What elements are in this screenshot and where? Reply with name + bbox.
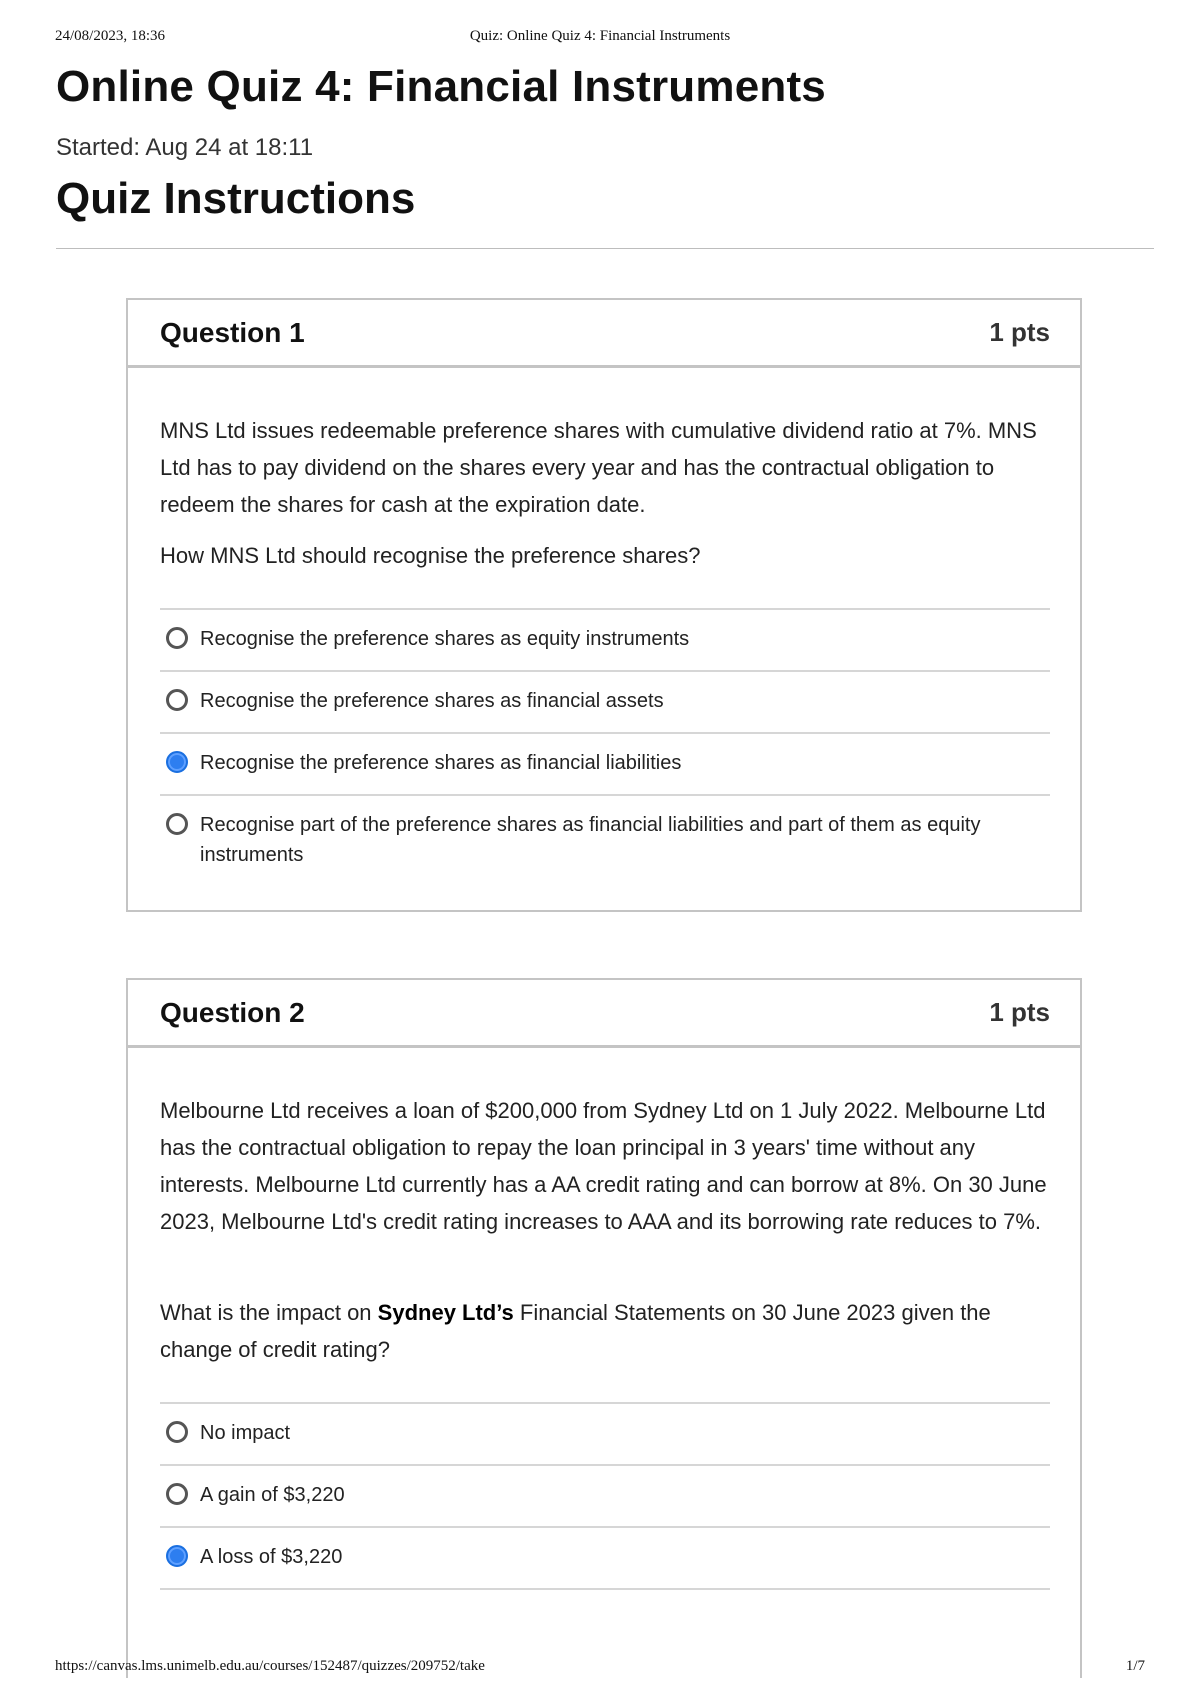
answer-option[interactable] [160, 1528, 1050, 1590]
question-1-panel [126, 298, 1082, 912]
answer-list [160, 1402, 1050, 1590]
question-2-panel [126, 978, 1082, 1678]
page-number: 1/7 [1125, 1658, 1145, 1674]
answer-label[interactable]: Recognise the preference shares as financial liabilities [200, 752, 682, 774]
question-body [128, 368, 1080, 926]
question-text: Melbourne Ltd receives a loan of $200,000 from Sydney Ltd on 1 July 2022. Melbourne Ltd has the contractual obligation to repay the loan principal in 3 years' time without any interests. Melbourne Ltd currently has a AA credit rating and can borrow at 8%. On 30 June 2023, Melbourne Ltd's credit rating increases to AAA and its borrowing rate reduces to 7%. [160, 1098, 1047, 1234]
prompt-emphasis: Sydney Ltd’s [377, 1300, 514, 1325]
answer-label[interactable]: A gain of $3,220 [200, 1484, 345, 1506]
question-body [128, 1048, 1080, 1630]
print-url: https://canvas.lms.unimelb.edu.au/courses/152487/quizzes/209752/take [55, 1658, 485, 1674]
answer-label[interactable]: Recognise part of the preference shares as financial liabilities and part of them as equity instruments [200, 814, 981, 866]
answer-list [160, 608, 1050, 886]
prompt-lead: What is the impact on [160, 1300, 372, 1325]
radio-button[interactable] [166, 689, 188, 711]
answer-option[interactable] [160, 734, 1050, 796]
page-title: Online Quiz 4: Financial Instruments [56, 62, 826, 111]
question-points: 1 pts [989, 317, 1050, 347]
question-header [128, 300, 1080, 368]
print-datetime: 24/08/2023, 18:36 [55, 28, 166, 44]
radio-button[interactable] [166, 1421, 188, 1443]
question-title: Question 1 [160, 316, 305, 348]
answer-option[interactable] [160, 1404, 1050, 1466]
radio-button[interactable] [166, 813, 188, 835]
question-text: MNS Ltd issues redeemable preference shares with cumulative dividend ratio at 7%. MNS Ltd has to pay dividend on the shares every year and has the contractual obligation to redeem the shares for cash at the expiration date. [160, 418, 1037, 517]
question-prompt: How MNS Ltd should recognise the preference shares? [160, 543, 701, 568]
print-document-title: Quiz: Online Quiz 4: Financial Instruments [469, 28, 731, 44]
prompt-tail: Financial Statements on 30 June 2023 given the change of credit rating? [160, 1300, 991, 1362]
answer-option[interactable] [160, 1466, 1050, 1528]
answer-label[interactable]: Recognise the preference shares as equity instruments [200, 628, 690, 650]
answer-option[interactable] [160, 796, 1050, 886]
answer-label[interactable]: A loss of $3,220 [200, 1546, 343, 1568]
radio-button[interactable] [166, 627, 188, 649]
question-header [128, 980, 1080, 1048]
answer-option[interactable] [160, 610, 1050, 672]
answer-option[interactable] [160, 672, 1050, 734]
answer-label[interactable]: No impact [200, 1422, 291, 1444]
started-timestamp: Started: Aug 24 at 18:11 [56, 134, 314, 161]
divider [56, 248, 1154, 249]
question-title: Question 2 [160, 996, 305, 1028]
print-header [55, 28, 1145, 50]
radio-button[interactable] [166, 1483, 188, 1505]
radio-button-selected[interactable] [166, 1545, 188, 1567]
answer-label[interactable]: Recognise the preference shares as financial assets [200, 690, 664, 712]
quiz-instructions-heading: Quiz Instructions [56, 174, 416, 223]
print-footer [55, 1658, 1145, 1680]
question-points: 1 pts [989, 997, 1050, 1027]
question-prompt [160, 1294, 1050, 1368]
radio-button-selected[interactable] [166, 751, 188, 773]
